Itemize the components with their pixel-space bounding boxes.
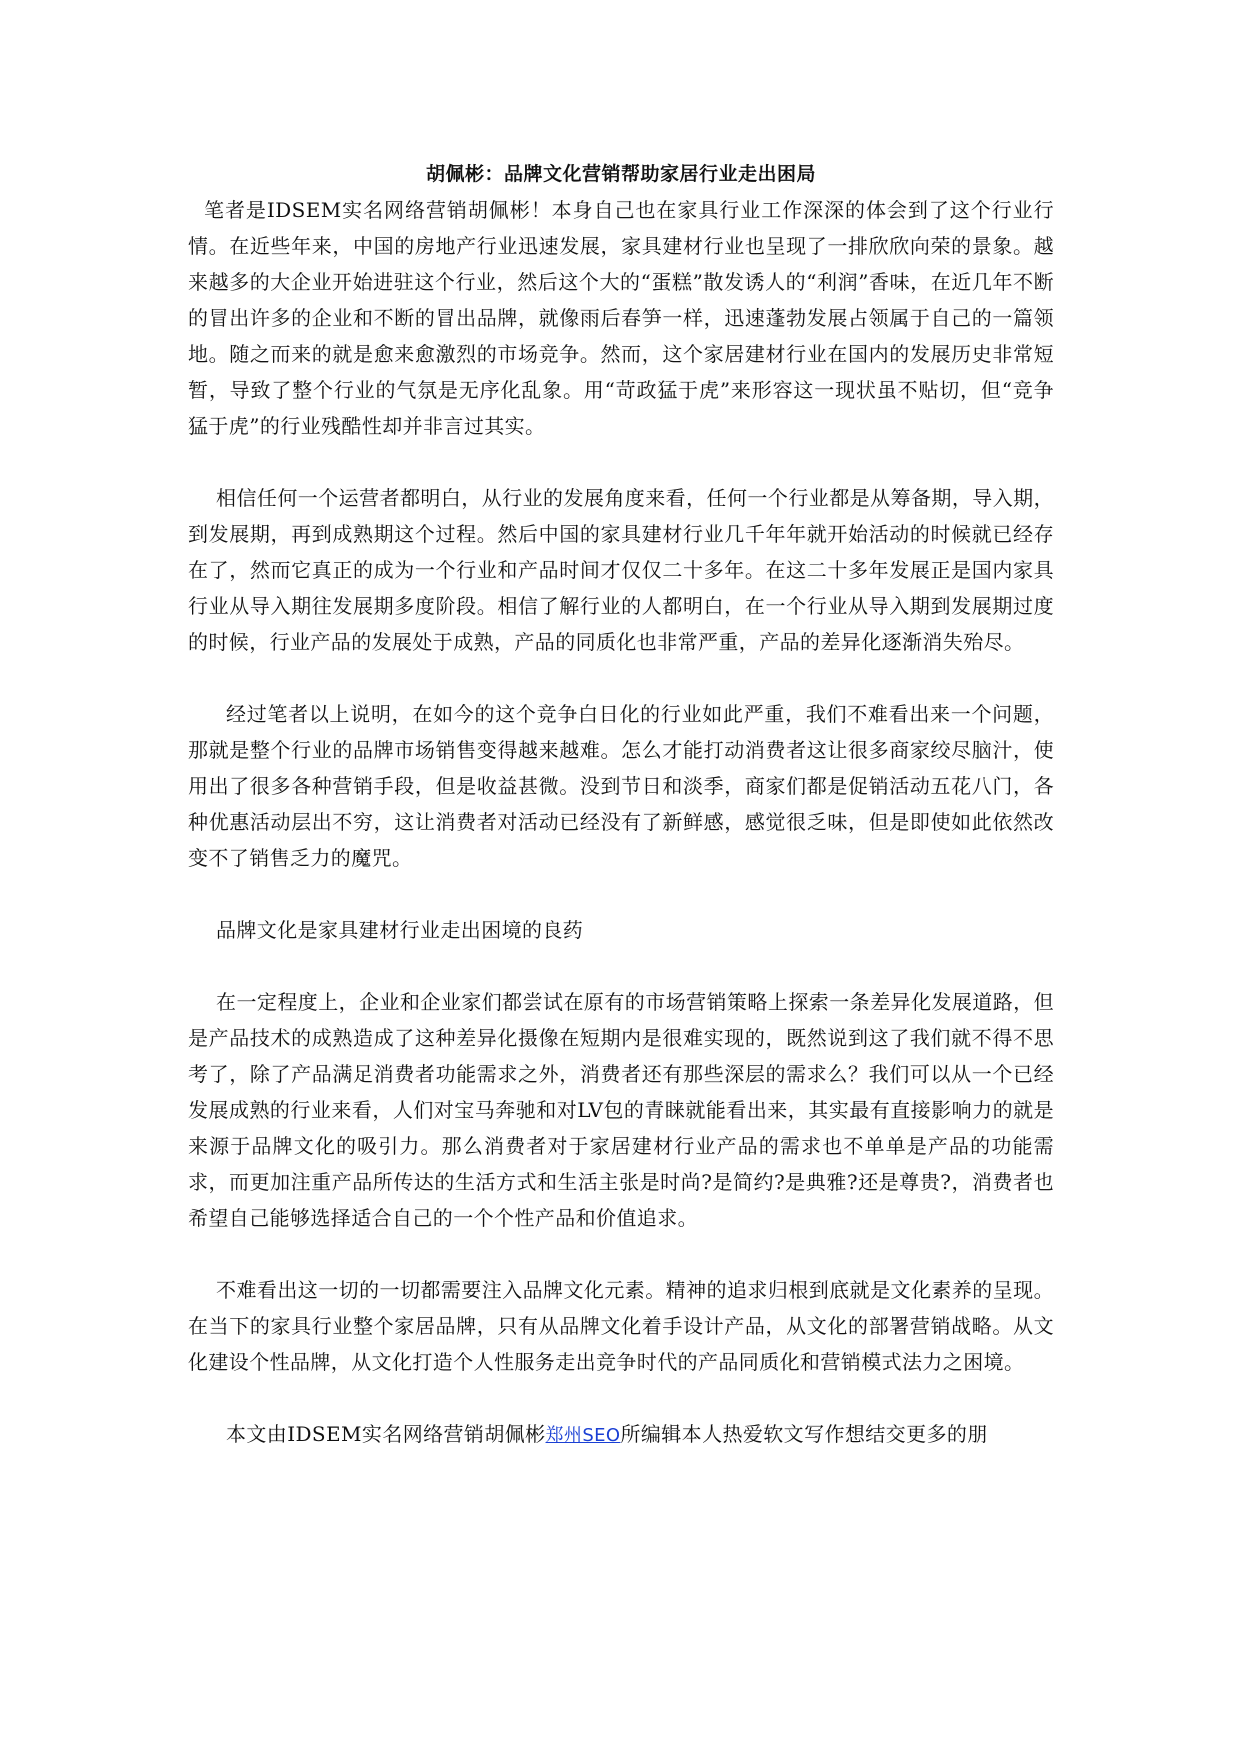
paragraph-culture-elements: 不难看出这一切的一切都需要注入品牌文化元素。精神的追求归根到底就是文化素养的呈现。在当下的家具行业整个家居品牌，只有从品牌文化着手设计产品，从文化的部署营销战略。从文化建设个性品牌，从文化打造个人性服务走出竞争时代的产品同质化和营销模式法力之困境。 bbox=[188, 1278, 1054, 1374]
paragraph-differentiation: 在一定程度上，企业和企业家们都尝试在原有的市场营销策略上探索一条差异化发展道路，但是产品技术的成熟造成了这种差异化摄像在短期内是很难实现的，既然说到这了我们就不得不思考了，除了产品满足消费者功能需求之外，消费者还有那些深层的需求么？我们可以从一个已经发展成熟的行业来看，人们对宝马奔驰和对LV包的青睐就能看出来，其实最有直接影响力的就是来源于品牌文化的吸引力。那么消费者对于家居建材行业产品的需求也不单单是产品的功能需求，而更加注重产品所传达的生活方式和生活主张是时尚?是简约?是典雅?还是尊贵?，消费者也希望自己能够选择适合自己的一个个性产品和价值追求。 bbox=[188, 990, 1054, 1230]
seo-link[interactable]: 郑州SEO bbox=[545, 1425, 621, 1446]
paragraph-sales-difficulty: 经过笔者以上说明，在如今的这个竞争白日化的行业如此严重，我们不难看出来一个问题，那就是整个行业的品牌市场销售变得越来越难。怎么才能打动消费者这让很多商家绞尽脑汁，使用出了很多各种营销手段，但是收益甚微。没到节日和淡季，商家们都是促销活动五花八门，各种优惠活动层出不穷，这让消费者对活动已经没有了新鲜感，感觉很乏味，但是即使如此依然改变不了销售乏力的魔咒。 bbox=[188, 702, 1054, 870]
author-note-continuation: 所编辑本人热爱软文写作想结交更多的朋 bbox=[620, 1422, 988, 1446]
section-heading-brand-culture: 品牌文化是家具建材行业走出困境的良药 bbox=[216, 918, 584, 942]
paragraph-industry-stages: 相信任何一个运营者都明白，从行业的发展角度来看，任何一个行业都是从筹备期，导入期，到发展期，再到成熟期这个过程。然后中国的家具建材行业几千年年就开始活动的时候就已经存在了，然而它真正的成为一个行业和产品时间才仅仅二十多年。在这二十多年发展正是国内家具行业从导入期往发展期多度阶段。相信了解行业的人都明白，在一个行业从导入期到发展期过度的时候，行业产品的发展处于成熟，产品的同质化也非常严重，产品的差异化逐渐消失殆尽。 bbox=[188, 486, 1054, 654]
paragraph-author-note bbox=[188, 1416, 1054, 1454]
document-page bbox=[188, 156, 1054, 1454]
document-title: 胡佩彬：品牌文化营销帮助家居行业走出困局 bbox=[425, 163, 816, 185]
paragraph-intro: 笔者是IDSEM实名网络营销胡佩彬！本身自己也在家具行业工作深深的体会到了这个行业行情。在近些年来，中国的房地产行业迅速发展，家具建材行业也呈现了一排欣欣向荣的景象。越来越多的大企业开始进驻这个行业，然后这个大的“蛋糕”散发诱人的“利润”香味，在近几年不断的冒出许多的企业和不断的冒出品牌，就像雨后春笋一样，迅速蓬勃发展占领属于自己的一篇领地。随之而来的就是愈来愈激烈的市场竞争。然而，这个家居建材行业在国内的发展历史非常短暂，导致了整个行业的气氛是无序化乱象。用“苛政猛于虎”来形容这一现状虽不贴切，但“竞争猛于虎”的行业残酷性却并非言过其实。 bbox=[188, 198, 1054, 438]
author-note-text: 本文由IDSEM实名网络营销胡佩彬 bbox=[226, 1422, 546, 1446]
